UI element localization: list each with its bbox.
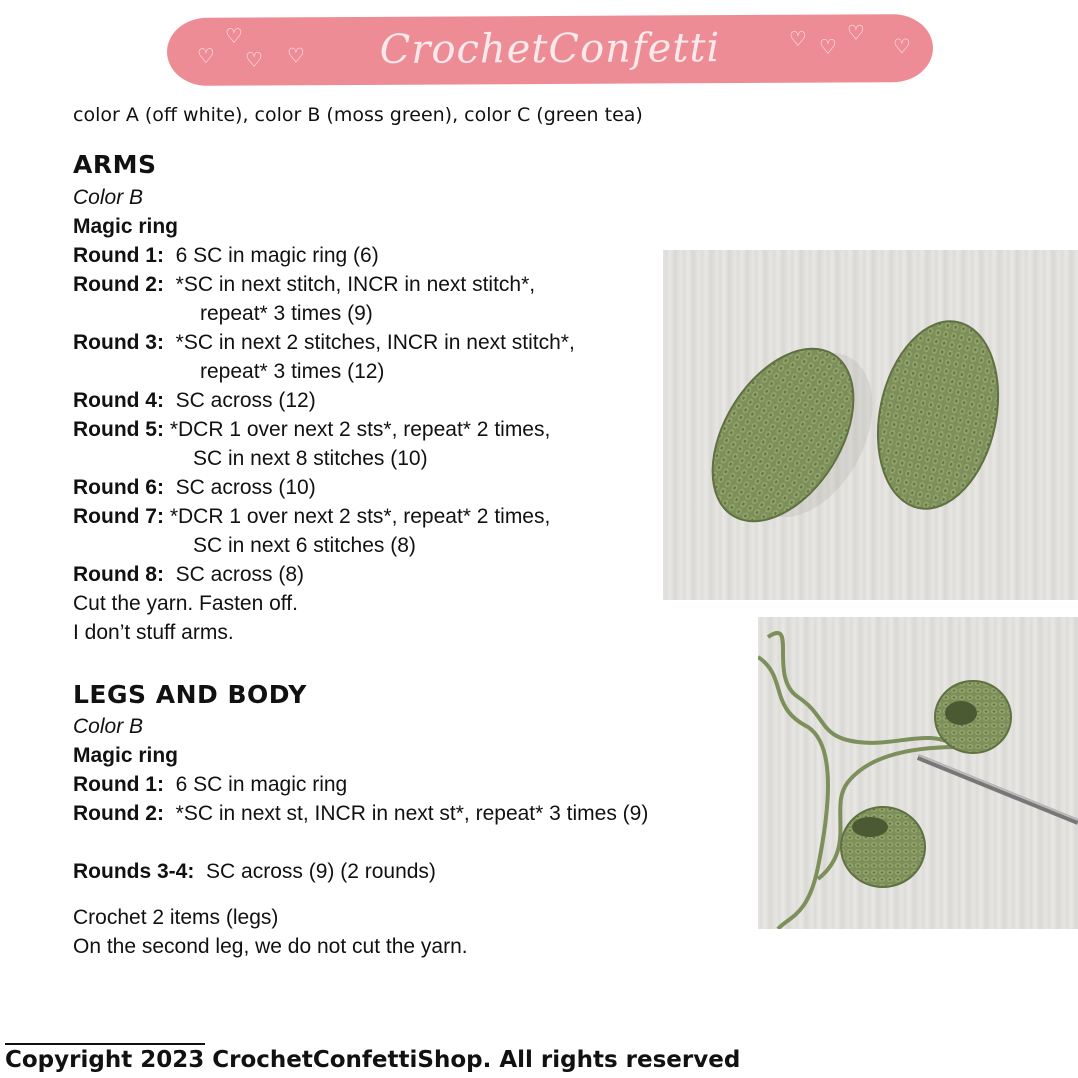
heart-icon: ♡ [196,45,216,68]
arms-color: Color B [73,186,144,209]
arms-round-1: Round 1: 6 SC in magic ring (6) [73,244,379,267]
arms-round-2-cont: repeat* 3 times (9) [200,302,373,325]
legs-round-2: Round 2: *SC in next st, INCR in next st*, repeat* 3 times (9) [73,802,649,825]
legs-start: Magic ring [73,744,179,767]
arms-photo [663,250,1078,600]
arms-round-4: Round 4: SC across (12) [73,389,316,412]
footer-divider [5,1043,205,1045]
heart-icon: ♡ [846,22,865,45]
arms-illustration [663,250,1078,600]
arms-note-2: I don’t stuff arms. [73,621,234,644]
arms-start: Magic ring [73,215,179,238]
arms-round-7-cont: SC in next 6 stitches (8) [193,534,416,557]
heart-icon: ♡ [286,45,306,68]
arms-round-3: Round 3: *SC in next 2 stitches, INCR in next stitch*, [73,331,575,354]
arms-round-8: Round 8: SC across (8) [73,563,305,586]
heart-icon: ♡ [892,36,911,59]
arms-title: ARMS [73,150,157,179]
legs-photo [758,617,1078,929]
arms-round-3-cont: repeat* 3 times (12) [200,360,385,383]
arms-round-2: Round 2: *SC in next stitch, INCR in next stitch*, [73,273,536,296]
legs-note-2: On the second leg, we do not cut the yarn. [73,935,468,958]
color-list: color A (off white), color B (moss green), color C (green tea) [73,104,643,126]
legs-note-1: Crochet 2 items (legs) [73,906,279,929]
heart-icon: ♡ [818,36,837,59]
arms-round-6: Round 6: SC across (10) [73,476,316,499]
legs-round-1: Round 1: 6 SC in magic ring [73,773,348,796]
brand-title: CrochetConfetti [379,25,721,73]
legs-illustration [758,617,1078,929]
heart-icon: ♡ [244,49,264,72]
arms-round-7: Round 7: *DCR 1 over next 2 sts*, repeat* 2 times, [73,505,551,528]
legs-title: LEGS AND BODY [73,680,307,709]
copyright: Copyright 2023 CrochetConfettiShop. All rights reserved [5,1047,741,1073]
heart-icon: ♡ [224,25,243,48]
heart-icon: ♡ [788,28,807,51]
header-banner [167,14,933,86]
arms-note-1: Cut the yarn. Fasten off. [73,592,298,615]
arms-round-5: Round 5: *DCR 1 over next 2 sts*, repeat* 2 times, [73,418,551,441]
legs-color: Color B [73,715,144,738]
arms-round-5-cont: SC in next 8 stitches (10) [193,447,428,470]
legs-rounds-3-4: Rounds 3-4: SC across (9) (2 rounds) [73,860,436,883]
